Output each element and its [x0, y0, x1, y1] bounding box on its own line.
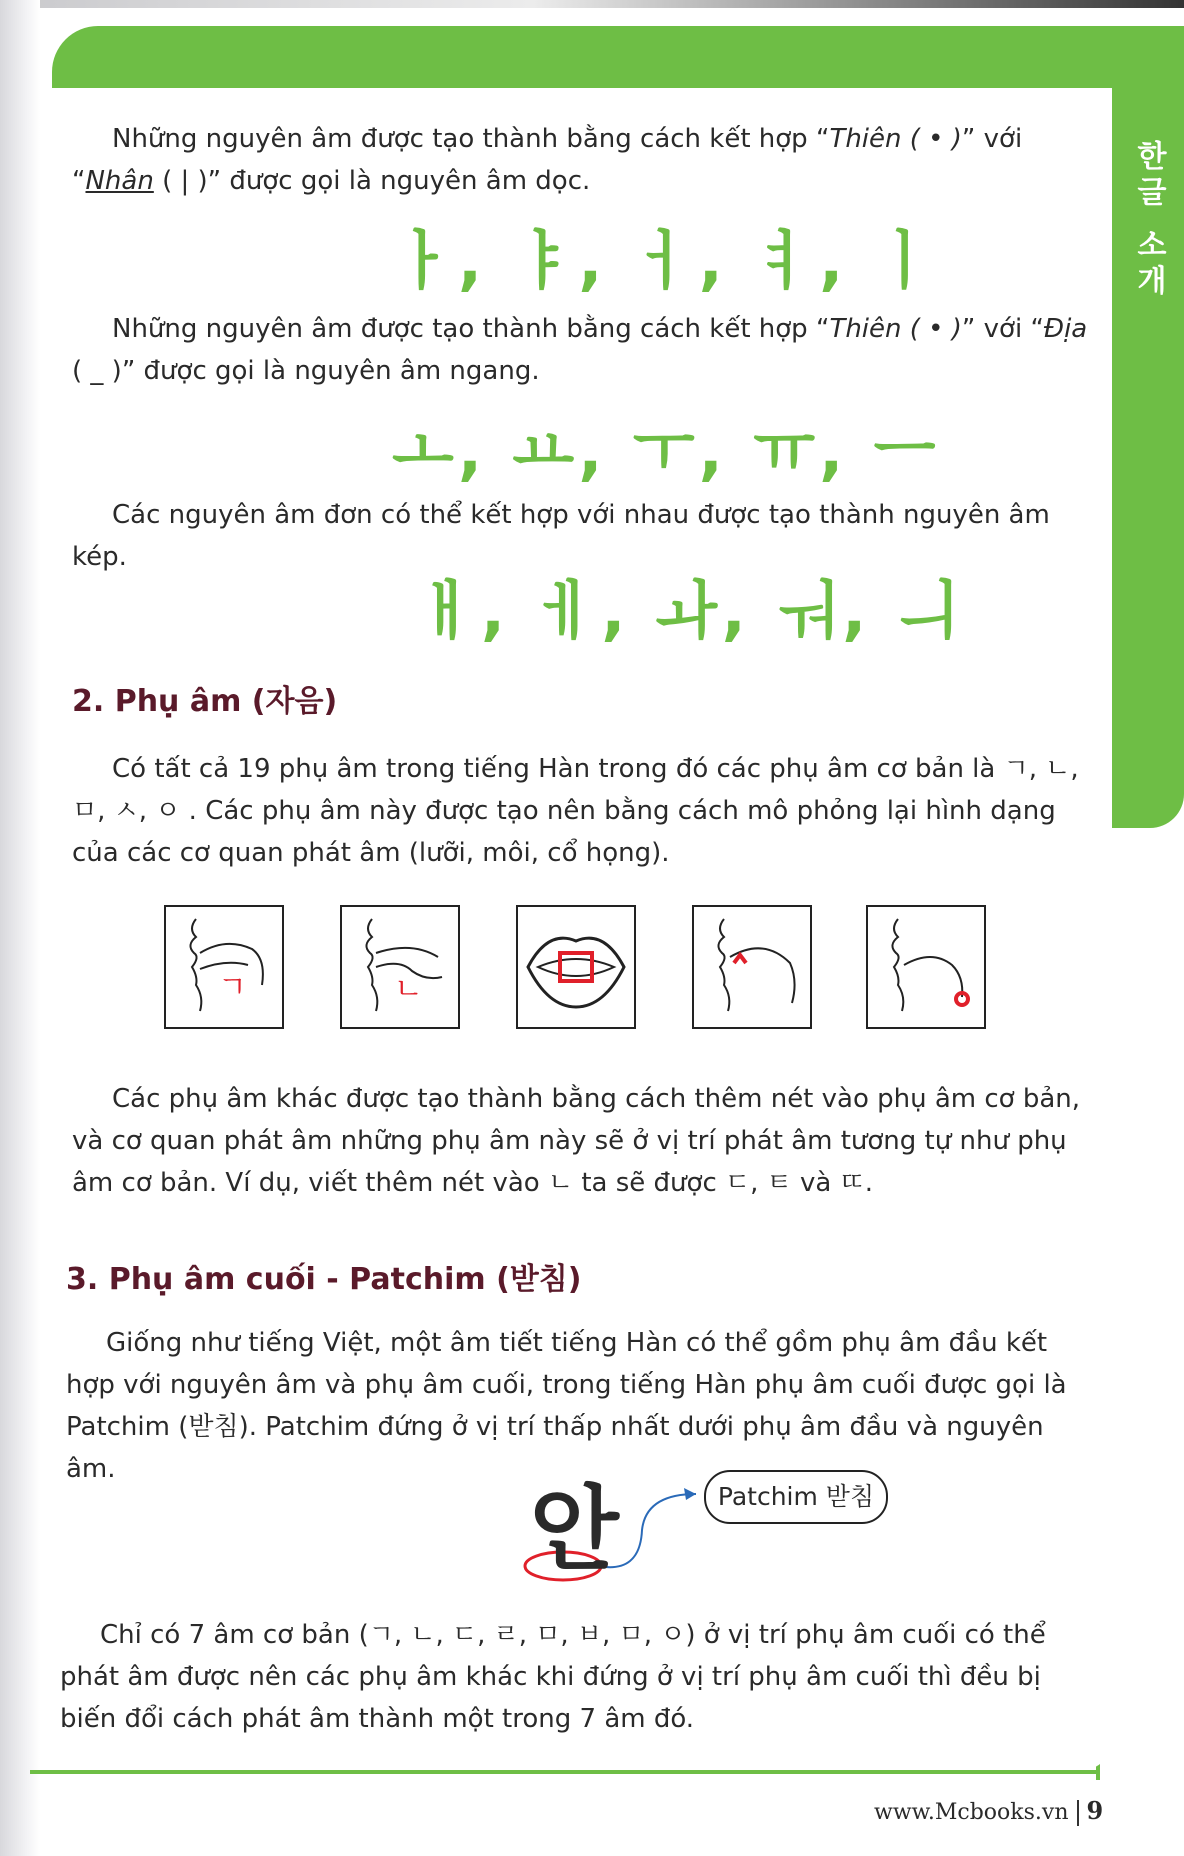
green-frame-bottom	[30, 1770, 1100, 1774]
section-3-heading: 3. Phụ âm cuối - Patchim (받침)	[66, 1262, 582, 1297]
patchim-callout: Patchim 받침	[704, 1470, 888, 1524]
horizontal-vowels-paragraph: Những nguyên âm được tạo thành bằng cách kết hợp “Thiên ( • )” với “Địa ( _ )” được gọi là nguyên âm ngang.	[72, 314, 1088, 386]
fig-letter: ㄱ	[218, 970, 247, 1005]
compound-vowels-paragraph: Các nguyên âm đơn có thể kết hợp với nhau được tạo thành nguyên âm kép.	[72, 500, 1050, 572]
example-syllable: 안	[530, 1476, 619, 1583]
patchim-paragraph: Giống như tiếng Việt, một âm tiết tiếng Hàn có thể gồm phụ âm đầu kết hợp với nguyên âm và phụ âm cuối, trong tiếng Hàn phụ âm cuối được gọi là Patchim (받침). Patchim đứng ở vị trí thấp nhất dưới phụ âm đầu và nguyên âm.	[66, 1328, 1067, 1484]
page-footer	[874, 1796, 1103, 1826]
vertical-vowels-paragraph: Những nguyên âm được tạo thành bằng cách kết hợp “Thiên ( • )” với “Nhân ( | )” được gọi là nguyên âm dọc.	[72, 124, 1023, 196]
articulation-figure-siot	[692, 905, 812, 1029]
green-frame-top	[52, 26, 1184, 88]
tongue-back-illustration	[166, 907, 282, 1027]
horizontal-vowels-row: ㅗ, ㅛ, ㅜ, ㅠ, ㅡ	[392, 415, 940, 489]
teeth-illustration	[694, 907, 810, 1027]
lips-illustration	[518, 907, 634, 1027]
arrow-head-icon	[684, 1488, 696, 1500]
consonants-paragraph: Có tất cả 19 phụ âm trong tiếng Hàn trong đó các phụ âm cơ bản là ㄱ, ㄴ, ㅁ, ㅅ, ㅇ . Các phụ âm này được tạo nên bằng cách mô phỏng lại hình dạng của các cơ quan phát âm (lưỡi, môi, cổ họng).	[72, 754, 1079, 868]
vertical-vowels-row: ㅏ, ㅑ, ㅓ, ㅕ, ㅣ	[392, 225, 940, 299]
articulation-figure-nieun	[340, 905, 460, 1029]
other-consonants-paragraph: Các phụ âm khác được tạo thành bằng cách thêm nét vào phụ âm cơ bản, và cơ quan phát âm những phụ âm này sẽ ở vị trí phát âm tương tự như phụ âm cơ bản. Ví dụ, viết thêm nét vào ㄴ ta sẽ được ㄷ, ㅌ và ㄸ.	[72, 1084, 1081, 1198]
side-tab-label: 한글 소개	[1131, 140, 1166, 301]
page-number: 9	[1086, 1796, 1104, 1825]
articulation-figure-giyeok	[164, 905, 284, 1029]
seven-sounds-paragraph: Chỉ có 7 âm cơ bản (ㄱ, ㄴ, ㄷ, ㄹ, ㅁ, ㅂ, ㅁ, ㅇ) ở vị trí phụ âm cuối có thể phát âm được nên các phụ âm khác khi đứng ở vị trí phụ âm cuối thì đều bị biến đổi cách phát âm thành một trong 7 âm đó.	[60, 1620, 1046, 1734]
articulation-figure-ieung	[866, 905, 986, 1029]
page-top-edge	[0, 0, 1184, 8]
compound-vowels-row: ㅐ, ㅔ, ㅘ, ㅝ, ㅢ	[415, 575, 963, 649]
page-binding-shadow	[0, 0, 40, 1856]
section-2-heading: 2. Phụ âm (자음)	[72, 684, 338, 719]
throat-illustration	[868, 907, 984, 1027]
tongue-tip-illustration	[342, 907, 458, 1027]
articulation-figure-mieum	[516, 905, 636, 1029]
fig-letter: ㄴ	[394, 972, 423, 1007]
footer-site: www.Mcbooks.vn	[874, 1800, 1069, 1825]
footer-divider	[1077, 1800, 1079, 1826]
